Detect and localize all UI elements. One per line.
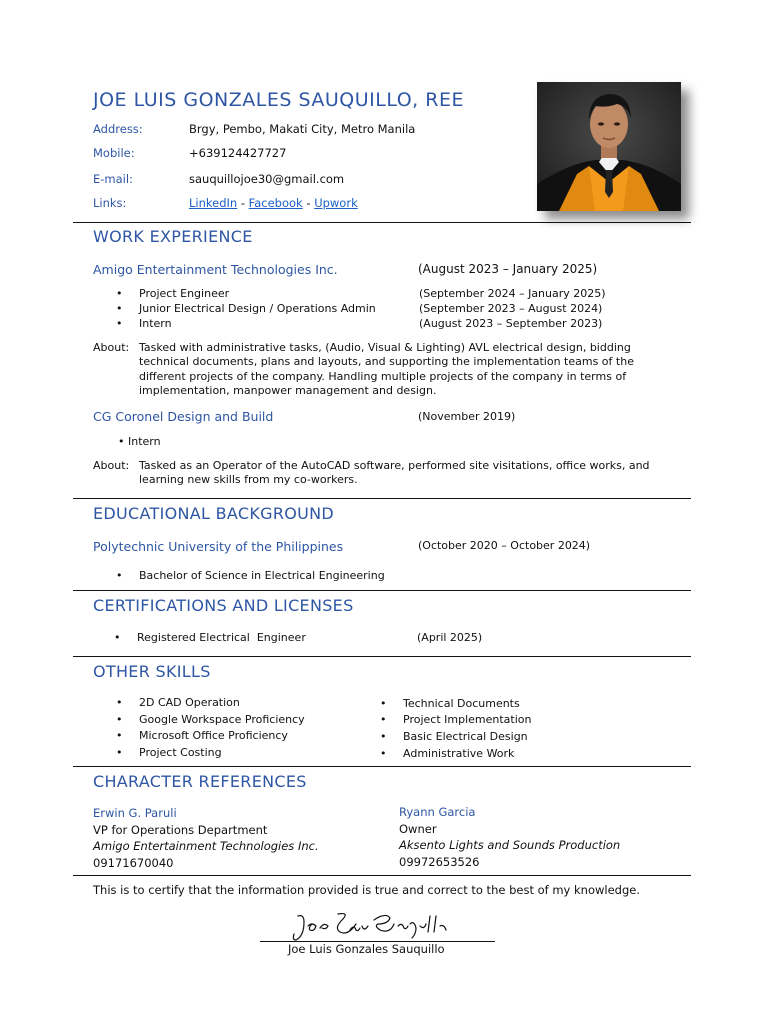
section-divider [73,498,691,499]
role-title: • Intern [139,317,172,330]
skills-heading: OTHER SKILLS [93,662,211,681]
graduate-portrait-icon [537,82,681,211]
job-company: CG Coronel Design and Build [93,409,274,424]
section-divider [73,766,691,767]
mobile-value: +639124427727 [189,146,287,160]
certify-statement: This is to certify that the information provided is true and correct to the best of my knowledge. [93,883,641,897]
reference-position: Owner [399,822,437,836]
about-label: About: [93,459,130,472]
links-row [189,196,358,210]
skill-item: • Microsoft Office Proficiency [139,729,288,742]
certification-name: • Registered Electrical Engineer [137,631,306,644]
job-company: Amigo Entertainment Technologies Inc. [93,262,338,277]
reference-company: Aksento Lights and Sounds Production [399,838,621,852]
links-label: Links: [93,196,127,210]
role-title: • Project Engineer [139,287,229,300]
linkedin-link[interactable]: LinkedIn [189,196,238,210]
role-date: (August 2023 – September 2023) [419,317,603,330]
job-description: Tasked as an Operator of the AutoCAD software, performed site visitations, office works, and learning new skills from my co-workers. [139,459,650,487]
role-title [118,435,161,448]
email-label: E-mail: [93,172,133,186]
reference-name: Erwin G. Paruli [93,806,177,820]
email-value: sauquillojoe30@gmail.com [189,172,345,186]
job-date: (November 2019) [418,410,516,423]
reference-name: Ryann Garcia [399,805,476,819]
reference-phone: 09972653526 [399,855,480,869]
role-date: (September 2024 – January 2025) [419,287,606,300]
skill-item: • Project Implementation [403,713,531,726]
degree: • Bachelor of Science in Electrical Engineering [139,569,385,582]
printed-name: Joe Luis Gonzales Sauquillo [288,942,445,956]
mobile-label: Mobile: [93,146,135,160]
address-value: Brgy, Pembo, Makati City, Metro Manila [189,122,416,136]
about-label: About: [93,341,130,354]
role-date: (September 2023 – August 2024) [419,302,603,315]
profile-photo [537,82,681,211]
skill-item: • Technical Documents [403,697,520,710]
reference-company: Amigo Entertainment Technologies Inc. [93,839,319,853]
signature-icon [290,910,470,944]
section-divider [73,590,691,591]
certifications-heading: CERTIFICATIONS AND LICENSES [93,596,354,615]
upwork-link[interactable]: Upwork [314,196,358,210]
bullet-icon: • [118,435,125,448]
skill-item: • Google Workspace Proficiency [139,713,305,726]
address-label: Address: [93,122,143,136]
signature [290,910,470,944]
reference-phone: 09171670040 [93,856,174,870]
skill-item: • Administrative Work [403,747,514,760]
certification-date: (April 2025) [417,631,483,644]
skill-item: • Project Costing [139,746,222,759]
skill-item: • Basic Electrical Design [403,730,528,743]
role-title-text: Intern [128,435,161,448]
school-name: Polytechnic University of the Philippines [93,539,344,554]
section-divider [73,222,691,223]
reference-position: VP for Operations Department [93,823,268,837]
facebook-link[interactable]: Facebook [248,196,303,210]
work-experience-heading: WORK EXPERIENCE [93,227,253,246]
section-divider [73,656,691,657]
references-heading: CHARACTER REFERENCES [93,772,307,791]
link-separator: - [306,196,311,210]
skill-item: • 2D CAD Operation [139,696,240,709]
job-date: (August 2023 – January 2025) [418,262,598,276]
section-divider [73,875,691,876]
education-heading: EDUCATIONAL BACKGROUND [93,504,335,523]
candidate-name: JOE LUIS GONZALES SAUQUILLO, REE [93,89,464,111]
school-date: (October 2020 – October 2024) [418,539,591,552]
link-separator: - [240,196,246,210]
role-title: • Junior Electrical Design / Operations Admin [139,302,376,315]
job-description: Tasked with administrative tasks, (Audio, Visual & Lighting) AVL electrical design, bidding technical documents, plans and layouts, and supporting the implementation teams of the different projects of the company. Handling multiple projects of the company in terms of implementation, manpower management and design. [139,341,634,398]
